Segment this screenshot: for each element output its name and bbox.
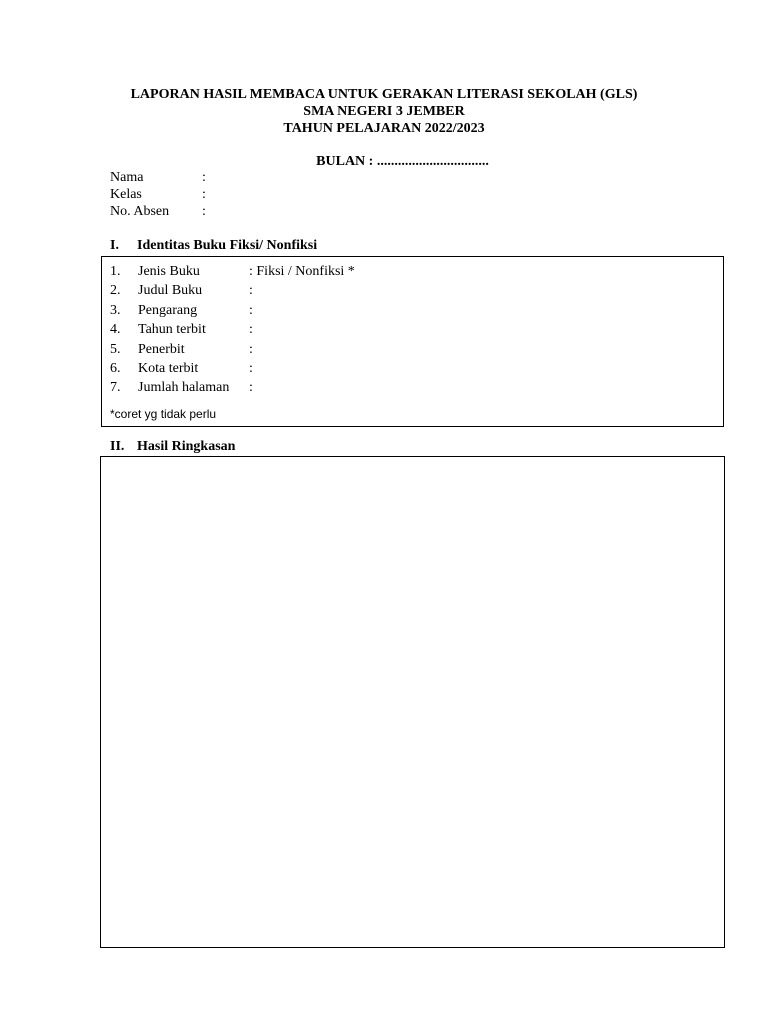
item-number: 4. <box>110 322 121 338</box>
list-item[interactable] <box>110 340 355 359</box>
item-label: Kota terbit <box>138 360 199 376</box>
strike-note: *coret yg tidak perlu <box>110 407 217 421</box>
student-info <box>110 169 212 220</box>
summary-box[interactable] <box>100 456 725 948</box>
list-item[interactable] <box>110 301 355 320</box>
student-name-row[interactable] <box>110 169 212 186</box>
section-2-number: II. <box>110 439 125 454</box>
item-value: : <box>249 341 253 357</box>
section-2-heading <box>110 438 235 455</box>
school-name: SMA NEGERI 3 JEMBER <box>303 104 465 119</box>
list-item[interactable] <box>110 281 355 300</box>
academic-year: TAHUN PELAJARAN 2022/2023 <box>283 121 485 136</box>
book-identity-list <box>110 262 355 398</box>
item-number: 3. <box>110 302 121 318</box>
item-number: 1. <box>110 264 121 279</box>
item-value: : <box>249 322 253 338</box>
list-item[interactable] <box>110 320 355 339</box>
document-header <box>0 86 768 137</box>
student-class-sep: : <box>202 187 206 202</box>
item-number: 6. <box>110 360 121 376</box>
item-number: 2. <box>110 283 121 299</box>
student-name-sep: : <box>202 170 206 185</box>
item-value: : <box>249 380 253 396</box>
item-value: : Fiksi / Nonfiksi * <box>249 264 355 279</box>
item-label: Jumlah halaman <box>138 380 230 396</box>
book-identity-box <box>101 256 724 427</box>
student-number-sep: : <box>202 204 206 219</box>
item-value: : <box>249 360 253 376</box>
item-number: 5. <box>110 341 121 357</box>
student-class-label: Kelas <box>110 187 142 202</box>
item-label: Judul Buku <box>138 283 203 299</box>
section-1-title: Identitas Buku Fiksi/ Nonfiksi <box>137 238 318 253</box>
student-number-label: No. Absen <box>110 204 170 219</box>
item-number: 7. <box>110 380 121 396</box>
item-label: Tahun terbit <box>138 322 206 338</box>
item-value: : <box>249 283 253 299</box>
item-label: Penerbit <box>138 341 185 357</box>
student-number-row[interactable] <box>110 203 212 220</box>
list-item[interactable] <box>110 378 355 397</box>
student-class-row[interactable] <box>110 186 212 203</box>
month-field[interactable]: BULAN : ................................ <box>316 154 489 169</box>
list-item[interactable] <box>110 359 355 378</box>
section-1-heading <box>110 237 317 254</box>
item-label: Pengarang <box>138 302 198 318</box>
item-label: Jenis Buku <box>138 264 200 279</box>
item-value: : <box>249 302 253 318</box>
report-title: LAPORAN HASIL MEMBACA UNTUK GERAKAN LITERASI SEKOLAH (GLS) <box>130 87 638 102</box>
section-1-number: I. <box>110 238 119 253</box>
section-2-title: Hasil Ringkasan <box>137 439 236 454</box>
list-item[interactable] <box>110 262 355 281</box>
student-name-label: Nama <box>110 170 144 185</box>
